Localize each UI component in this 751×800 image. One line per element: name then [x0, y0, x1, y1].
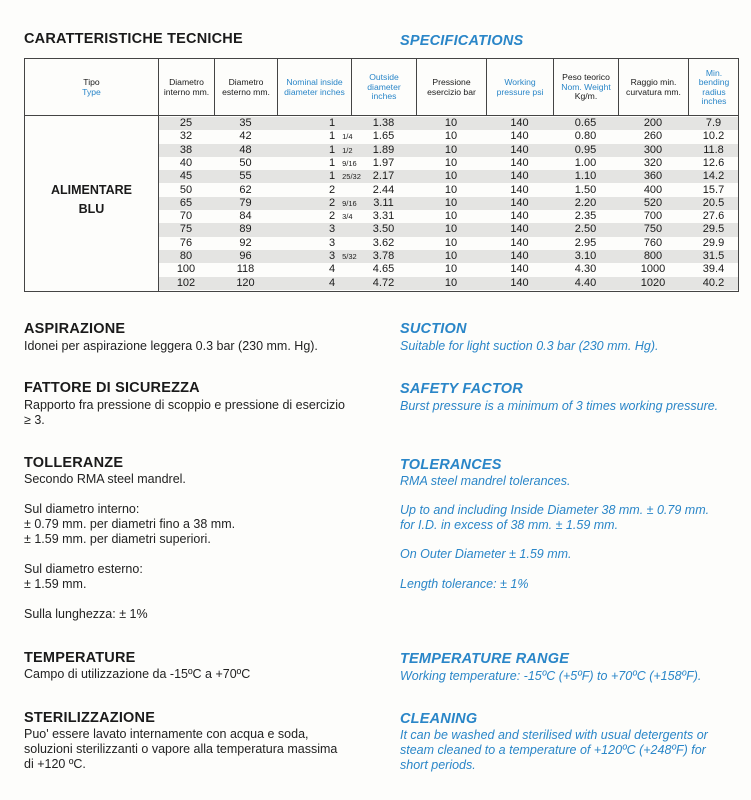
table-cell-radius_mm: 1020: [640, 276, 666, 289]
table-cell-radius_in: 40.2: [702, 276, 725, 289]
suction-text-en: Suitable for light suction 0.3 bar (230 mm. Hg).: [400, 339, 659, 353]
table-cell-id: 45: [179, 170, 193, 183]
temperature-title-en: TEMPERATURE RANGE: [400, 651, 570, 667]
table-cell-psi: 140: [510, 117, 529, 129]
table-cell-od: 55: [239, 170, 252, 183]
table-cell-od: 42: [239, 130, 252, 143]
table-cell-weight: 1.00: [574, 156, 597, 169]
table-cell-id: 32: [179, 130, 193, 143]
table-cell-radius_in: 20.5: [702, 196, 725, 209]
length-tolerance-it: Sulla lunghezza: ± 1%: [24, 607, 148, 621]
title-it: CARATTERISTICHE TECNICHE: [24, 31, 243, 47]
table-cell-psi: 140: [510, 143, 529, 156]
table-cell-outside: 3.78: [372, 250, 395, 262]
table-cell-od: 50: [239, 156, 252, 169]
nominal-fraction: 3/4: [342, 212, 353, 222]
type-name: [25, 181, 158, 219]
temperature-text-it: Campo di utilizzazione da -15ºC a +70ºC: [24, 667, 251, 681]
table-cell-radius_in: 31.5: [702, 250, 725, 262]
tolerances-title-en: TOLERANCES: [400, 457, 502, 473]
table-cell-weight: 0.80: [574, 130, 597, 143]
table-cell-id: 40: [179, 156, 193, 169]
nominal-inches: 1: [329, 117, 336, 129]
suction-text-it: Idonei per aspirazione leggera 0.3 bar (230 mm. Hg).: [24, 339, 318, 353]
table-cell-bar: 10: [444, 276, 458, 289]
table-cell-bar: 10: [444, 183, 458, 196]
table-cell-psi: 140: [510, 170, 529, 183]
table-cell-nom: [277, 184, 351, 197]
header-it-7: Peso teorico: [562, 72, 610, 83]
header-extra-7: Kg/m.: [574, 91, 598, 102]
table-cell-outside: 1.97: [372, 156, 395, 169]
header-cell-9: [688, 59, 739, 116]
safety-text-it-2: ≥ 3.: [24, 413, 45, 427]
table-cell-outside: 1.89: [372, 143, 395, 156]
header-cell-6: [486, 59, 553, 116]
table-cell-psi: 140: [510, 196, 529, 209]
table-cell-weight: 2.50: [574, 223, 597, 236]
table-cell-outside: 1.38: [372, 117, 395, 129]
header-en-4: Outside diameter inches: [367, 72, 401, 102]
header-it-1: Diametro interno mm.: [163, 77, 210, 97]
table-cell-weight: 4.40: [574, 276, 597, 289]
table-cell-id: 38: [179, 143, 193, 156]
nominal-fraction: 5/32: [342, 252, 357, 261]
table-cell-bar: 10: [444, 117, 458, 129]
sterilization-text-it-3: di +120 ºC.: [24, 757, 86, 771]
table-cell-outside: 2.17: [372, 170, 395, 183]
outer-diameter-en: On Outer Diameter ± 1.59 mm.: [400, 547, 572, 561]
table-cell-outside: 3.31: [372, 210, 395, 223]
header-it-2: Diametro esterno mm.: [222, 77, 270, 97]
temperature-text-en: Working temperature: -15ºC (+5ºF) to +70ºC (+158ºF).: [400, 669, 702, 683]
header-en-7: Nom. Weight: [561, 81, 611, 92]
cleaning-title-en: CLEANING: [400, 711, 478, 727]
table-cell-psi: 140: [510, 223, 529, 236]
type-name-line2: BLU: [78, 202, 105, 216]
table-cell-nom: [277, 144, 351, 157]
nominal-fraction: 25/32: [342, 172, 361, 182]
header-cell-8: [618, 59, 688, 116]
table-cell-weight: 2.20: [574, 196, 597, 209]
table-cell-od: 62: [239, 183, 252, 196]
table-cell-nom: [277, 196, 357, 210]
cleaning-text-en-1: It can be washed and sterilised with usual detergents or: [400, 728, 708, 742]
sterilization-text-it-1: Puo' essere lavato internamente con acqua e soda,: [24, 727, 309, 741]
table-cell-od: 89: [239, 223, 252, 236]
nominal-inches: 3: [329, 223, 336, 236]
table-cell-id: 75: [179, 223, 193, 236]
tolerances-text-en: RMA steel mandrel tolerances.: [400, 474, 571, 488]
inner-diameter-1-it: ± 0.79 mm. per diametri fino a 38 mm.: [24, 517, 236, 531]
table-cell-radius_in: 12.6: [702, 156, 725, 169]
table-cell-weight: 3.10: [574, 250, 597, 262]
nominal-fraction: 1/2: [342, 145, 353, 155]
table-cell-nom: [277, 250, 357, 263]
nominal-inches: 3: [329, 236, 336, 249]
header-cell-4: [351, 59, 416, 116]
table-cell-outside: 3.62: [372, 236, 395, 249]
header-it-5: Pressione esercizio bar: [427, 77, 476, 97]
table-cell-radius_mm: 360: [643, 170, 663, 183]
inner-diameter-1-en: Up to and including Inside Diameter 38 mm. ± 0.79 mm.: [400, 503, 710, 517]
nominal-fraction: 9/16: [342, 198, 357, 208]
table-cell-radius_mm: 1000: [640, 263, 666, 276]
cleaning-text-en-2: steam cleaned to a temperature of +120ºC (+248ºF) for: [400, 743, 706, 757]
table-cell-weight: 0.65: [574, 117, 597, 129]
table-cell-radius_in: 29.9: [702, 236, 725, 249]
nominal-inches: 1: [329, 170, 336, 183]
table-cell-weight: 0.95: [574, 143, 597, 156]
header-cell-3: [277, 59, 351, 116]
header-en-0: Type: [82, 86, 101, 97]
table-cell-weight: 2.95: [574, 236, 597, 249]
table-cell-bar: 10: [444, 236, 458, 249]
table-cell-id: 70: [179, 210, 193, 223]
suction-title-it: ASPIRAZIONE: [24, 321, 126, 337]
table-cell-psi: 140: [510, 130, 529, 143]
nominal-fraction: 9/16: [342, 158, 357, 168]
suction-title-en: SUCTION: [400, 321, 467, 337]
safety-title-en: SAFETY FACTOR: [400, 381, 523, 397]
table-cell-od: 120: [236, 276, 255, 289]
table-cell-od: 96: [239, 250, 252, 262]
header-cell-5: [416, 59, 486, 116]
table-cell-bar: 10: [444, 210, 458, 223]
nominal-inches: 1: [329, 143, 336, 156]
tolerances-title-it: TOLLERANZE: [24, 455, 124, 471]
table-cell-radius_mm: 520: [643, 196, 663, 209]
sterilization-title-it: STERILIZZAZIONE: [24, 710, 156, 726]
table-cell-od: 118: [236, 263, 255, 276]
temperature-title-it: TEMPERATURE: [24, 650, 136, 666]
header-en-6: Working pressure psi: [496, 77, 544, 97]
table-cell-nom: [277, 117, 351, 130]
table-cell-psi: 140: [510, 250, 529, 262]
type-name-line1: ALIMENTARE: [50, 183, 132, 197]
table-cell-radius_mm: 800: [643, 250, 663, 262]
table-cell-radius_in: 7.9: [705, 117, 722, 129]
table-cell-weight: 2.35: [574, 210, 597, 223]
table-cell-radius_in: 39.4: [702, 263, 725, 276]
header-it-0: Tipo: [83, 77, 100, 87]
table-cell-weight: 4.30: [574, 263, 597, 276]
table-cell-bar: 10: [444, 170, 458, 183]
table-cell-bar: 10: [444, 250, 458, 262]
table-cell-radius_in: 10.2: [702, 130, 725, 143]
table-cell-bar: 10: [444, 223, 458, 236]
table-cell-psi: 140: [510, 236, 529, 249]
spec-table: [24, 58, 739, 292]
header-cell-2: [214, 59, 277, 116]
table-cell-outside: 1.65: [372, 130, 395, 143]
title-en: SPECIFICATIONS: [400, 33, 524, 49]
nominal-fraction: 1/4: [342, 132, 353, 142]
table-cell-nom: [277, 263, 351, 276]
table-cell-outside: 4.72: [372, 276, 395, 289]
table-cell-id: 76: [179, 236, 193, 249]
nominal-inches: 2: [329, 196, 336, 209]
nominal-inches: 4: [329, 276, 336, 289]
table-cell-psi: 140: [510, 156, 529, 169]
table-cell-radius_in: 27.6: [702, 210, 725, 223]
table-cell-outside: 3.11: [373, 196, 394, 209]
table-cell-od: 92: [239, 236, 252, 249]
inner-diameter-2-en: for I.D. in excess of 38 mm. ± 1.59 mm.: [400, 518, 619, 532]
table-cell-nom: [277, 277, 351, 290]
safety-text-it-1: Rapporto fra pressione di scoppio e pressione di esercizio: [24, 398, 346, 412]
inner-diameter-title-it: Sul diametro interno:: [24, 502, 140, 516]
nominal-inches: 1: [329, 130, 336, 143]
table-cell-outside: 2.44: [372, 183, 395, 196]
table-cell-radius_mm: 750: [643, 223, 663, 236]
table-cell-radius_in: 15.7: [702, 183, 725, 196]
tolerances-text-it: Secondo RMA steel mandrel.: [24, 472, 186, 486]
header-cell-7: [553, 59, 618, 116]
table-cell-od: 84: [239, 210, 252, 223]
safety-text-en: Burst pressure is a minimum of 3 times working pressure.: [400, 399, 719, 413]
table-cell-radius_in: 14.2: [702, 170, 725, 183]
table-cell-psi: 140: [510, 276, 529, 289]
table-cell-outside: 4.65: [372, 263, 395, 276]
table-cell-nom: [277, 210, 351, 223]
table-cell-nom: [277, 130, 351, 143]
safety-title-it: FATTORE DI SICUREZZA: [24, 380, 200, 396]
table-cell-bar: 10: [444, 196, 458, 209]
table-cell-od: 79: [239, 196, 252, 209]
table-cell-od: 48: [239, 143, 252, 156]
header-cell-0: [25, 59, 158, 116]
table-cell-id: 25: [179, 117, 193, 129]
header-en-9: Min. bending radius inches: [698, 67, 730, 106]
length-tolerance-en: Length tolerance: ± 1%: [400, 577, 529, 591]
table-cell-radius_mm: 300: [643, 143, 663, 156]
sterilization-text-it-2: soluzioni sterilizzanti o vapore alla temperatura massima: [24, 742, 338, 756]
nominal-inches: 2: [329, 183, 336, 196]
table-cell-id: 102: [176, 276, 196, 289]
nominal-inches: 3: [329, 250, 336, 262]
table-cell-radius_mm: 260: [643, 130, 663, 143]
outer-diameter-1-it: ± 1.59 mm.: [24, 577, 87, 591]
header-it-8: Raggio min. curvatura mm.: [626, 77, 681, 97]
table-cell-radius_mm: 320: [643, 156, 663, 169]
table-cell-nom: [277, 156, 357, 170]
table-cell-radius_in: 29.5: [702, 223, 725, 236]
table-cell-psi: 140: [510, 183, 529, 196]
table-cell-bar: 10: [444, 263, 458, 276]
table-cell-id: 80: [179, 250, 193, 262]
table-cell-radius_mm: 400: [643, 183, 663, 196]
table-cell-bar: 10: [444, 130, 458, 143]
table-cell-nom: [277, 170, 361, 183]
table-cell-bar: 10: [444, 143, 458, 156]
table-cell-nom: [277, 237, 351, 250]
table-cell-radius_mm: 700: [643, 210, 663, 223]
table-cell-od: 35: [239, 117, 252, 129]
table-cell-psi: 140: [510, 263, 529, 276]
table-cell-radius_mm: 200: [643, 117, 663, 129]
table-cell-nom: [277, 223, 351, 236]
header-cell-1: [158, 59, 214, 116]
outer-diameter-title-it: Sul diametro esterno:: [24, 562, 143, 576]
table-cell-id: 100: [176, 263, 196, 276]
table-cell-radius_mm: 760: [643, 236, 663, 249]
nominal-inches: 2: [329, 210, 336, 223]
table-cell-weight: 1.10: [574, 170, 597, 183]
table-cell-radius_in: 11.8: [703, 143, 724, 156]
table-cell-weight: 1.50: [574, 183, 597, 196]
table-cell-psi: 140: [510, 210, 529, 223]
nominal-inches: 1: [329, 156, 336, 169]
table-cell-outside: 3.50: [372, 223, 395, 236]
header-en-3: Nominal inside diameter inches: [284, 77, 345, 97]
cleaning-text-en-3: short periods.: [400, 758, 476, 772]
table-cell-id: 65: [179, 196, 193, 209]
table-cell-bar: 10: [444, 156, 458, 169]
table-cell-id: 50: [179, 183, 193, 196]
nominal-inches: 4: [329, 263, 336, 276]
inner-diameter-2-it: ± 1.59 mm. per diametri superiori.: [24, 532, 211, 546]
